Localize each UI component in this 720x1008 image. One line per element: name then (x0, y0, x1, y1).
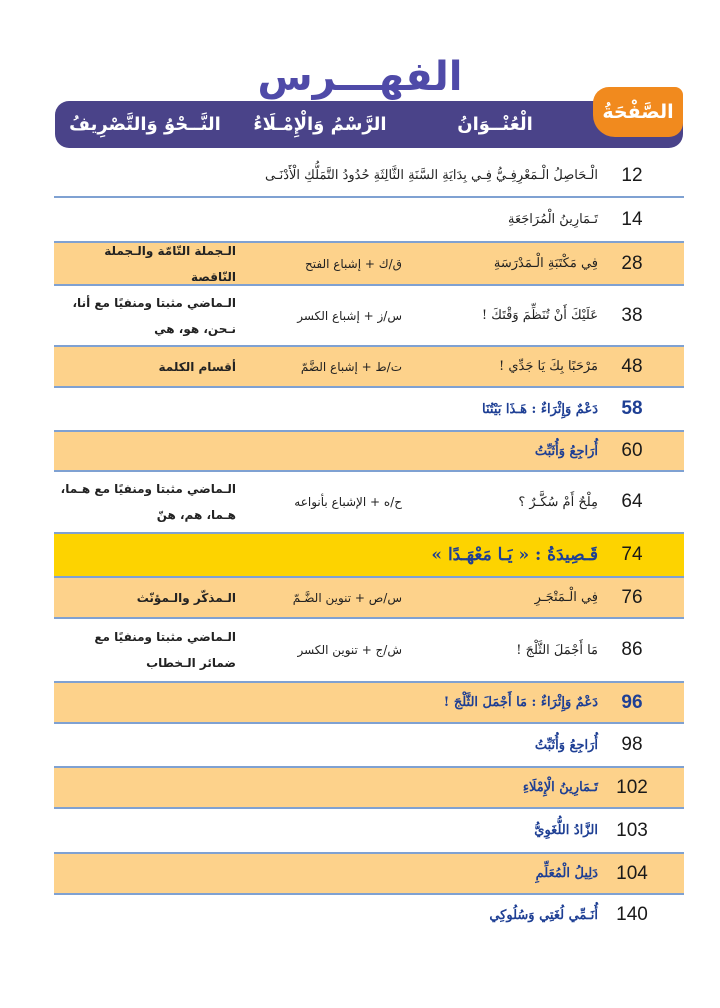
row-title: مِلْحٌ أَمْ سُكَّـرٌ ؟ (518, 494, 598, 510)
row-grammar: الـماضي مثبتا ومنفيًا مع أنا، نـحن، هو، هي (72, 295, 236, 336)
row-spelling: ت/ط + إشباع الضَّمّ (300, 359, 402, 374)
table-row[interactable] (54, 534, 684, 576)
row-spelling: ش/ج + تنوين الكسر (297, 643, 402, 657)
row-title: مَا أَجْمَلَ الثَّلْجَ ! (516, 642, 598, 658)
table-row[interactable] (54, 895, 684, 935)
row-grammar: الـمذكّر والـمؤنّث (136, 590, 236, 605)
page-number: 104 (616, 862, 648, 884)
table-row[interactable] (54, 809, 684, 852)
row-spelling: ق/ك + إشباع الفتح (305, 256, 402, 271)
page-number: 76 (621, 586, 643, 608)
row-spelling: س/ز + إشباع الكسر (297, 308, 402, 323)
row-title: أُنَـمِّي لُغَتِي وَسُلُوكِي (489, 907, 598, 923)
page-title: الفهـــرس (257, 54, 463, 100)
row-title: تَـمَارِينُ الْمُرَاجَعَةِ (508, 212, 598, 227)
page-number: 14 (621, 208, 643, 230)
table-row[interactable] (54, 286, 684, 345)
page-number: 60 (621, 440, 643, 461)
row-title: الْـحَاصِلُ الْـمَعْرِفِـيُّ فِـي بِدَايَةِ السَّنَةِ الثَّالِثَةِ حُدُودُ التَّمَلُّكِ الْأَدْنَـى (264, 168, 598, 183)
row-grammar: الـجملة التّامّة والـجملة النّاقصة (104, 243, 236, 284)
row-spelling: ح/ه + الإشباع بأنواعه (294, 495, 402, 509)
page-number: 86 (621, 639, 643, 660)
table-row[interactable] (54, 619, 684, 681)
table-header (55, 101, 683, 148)
row-grammar: الـماضي مثبتا ومنفيًا مع ضمائر الـخطاب (94, 630, 236, 670)
page-number: 64 (621, 491, 643, 512)
page-number: 102 (616, 776, 648, 798)
header-spelling: الرَّسْمُ وَالْإِمْـلَاءُ (253, 114, 387, 135)
row-title: مَرْحَبًا بِكَ يَا جَدِّي ! (499, 359, 598, 374)
row-title: فِي الْـمَتْجَـرِ (534, 590, 598, 605)
table-row[interactable] (54, 852, 684, 895)
table-row[interactable] (54, 198, 684, 241)
page-number: 58 (621, 398, 643, 419)
row-title: تَـمَارِينُ الْإِمْلَاءِ (522, 780, 598, 795)
row-title: فِي مَكْتَبَةِ الْـمَدْرَسَةِ (493, 256, 598, 271)
row-title: قَـصِيدَةُ : « يَـا مَعْهَـدًا » (431, 545, 598, 565)
row-title: أُرَاجِعُ وَأُثَبِّتُ (534, 443, 598, 459)
page-number: 140 (616, 904, 648, 925)
page-number: 48 (621, 355, 643, 377)
table-row[interactable] (54, 681, 684, 724)
table-row[interactable] (54, 388, 684, 430)
page-number: 74 (621, 544, 643, 565)
row-title: عَلَيْكَ أَنْ تُنَظِّمَ وَقْتَكَ ! (481, 308, 598, 323)
row-title: دَلِيلُ الْمُعَلِّمِ (535, 866, 598, 881)
page-number: 38 (621, 304, 643, 326)
table-row[interactable] (54, 430, 684, 472)
table-row[interactable] (54, 155, 684, 198)
page-number: 96 (621, 691, 643, 713)
table-row[interactable] (54, 472, 684, 534)
row-title: دَعْمٌ وَإِثْرَاءٌ : مَا أَجْمَلَ الثَّلْجَ ! (443, 695, 598, 710)
row-title: أُرَاجِعُ وَأُثَبِّتُ (534, 737, 598, 753)
table-row[interactable] (54, 576, 684, 619)
header-grammar: النَّــحْوُ وَالتَّصْرِيفُ (69, 114, 221, 135)
table-row[interactable] (54, 724, 684, 766)
table-row[interactable] (54, 345, 684, 388)
row-grammar: أقسام الكلمة (158, 359, 236, 374)
row-spelling: س/ص + تنوين الضَّـمّ (292, 590, 402, 605)
table-row[interactable] (54, 766, 684, 809)
row-grammar: الـماضي مثبتا ومنفيًا مع هـما، هـما، هم، هنّ (60, 482, 236, 522)
row-title: دَعْمٌ وَإِثْرَاءٌ : هَـذَا بَيْتُنَا (482, 401, 598, 417)
page-number: 28 (621, 252, 643, 274)
page-number: 12 (621, 164, 643, 186)
table-row[interactable] (54, 241, 684, 286)
page-number: 98 (621, 734, 643, 755)
header-subject: الْعُنْــوَانُ (457, 114, 533, 135)
header-page: الصَّفْحَةُ (593, 87, 683, 137)
page-number: 103 (616, 819, 648, 841)
row-title: الزَّادُ اللُّغَوِيُّ (534, 823, 598, 838)
